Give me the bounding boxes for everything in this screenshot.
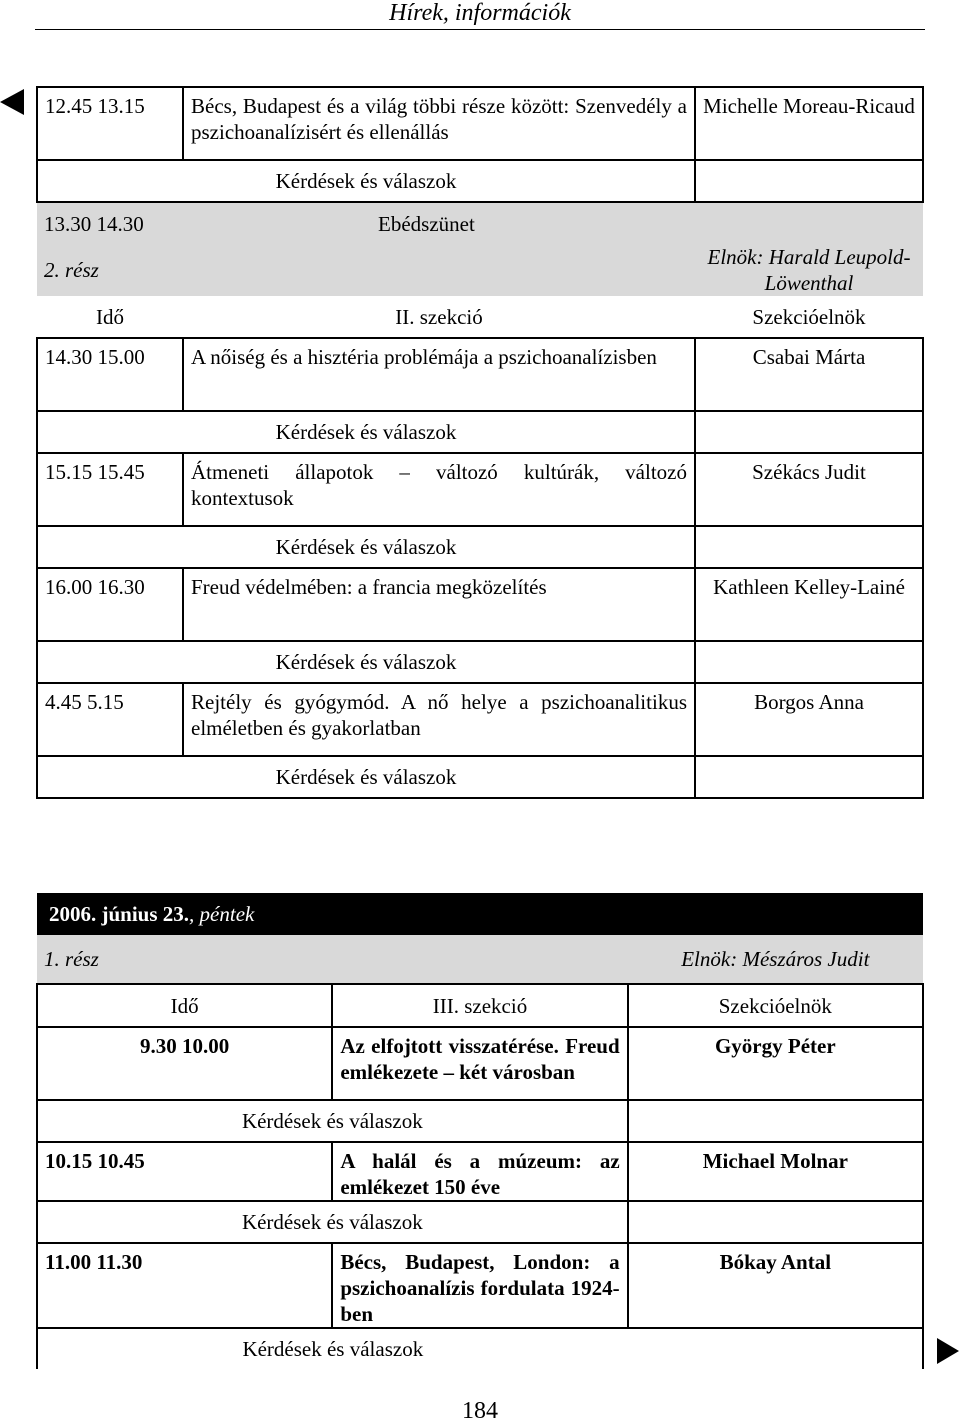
header-rule: [35, 29, 925, 30]
next-page-arrow-icon[interactable]: [937, 1338, 959, 1364]
part-label: 2. rész: [37, 244, 183, 296]
qa-empty-cell: [628, 1328, 923, 1369]
talk-time: 10.15 10.45: [37, 1142, 332, 1201]
talk-chair: Csabai Márta: [695, 338, 923, 411]
qa-label: Kérdések és válaszok: [37, 1201, 628, 1243]
day-header: [37, 893, 923, 935]
talk-title: A nőiség és a hisztéria problémája a pszichoanalízisben: [183, 338, 695, 411]
qa-label: Kérdések és válaszok: [37, 411, 695, 453]
lunch-row: [37, 202, 923, 244]
page-number: 184: [462, 1398, 498, 1424]
talk-chair: Székács Judit: [695, 453, 923, 526]
talk-chair: Bókay Antal: [628, 1243, 923, 1328]
talk-time: 11.00 11.30: [37, 1243, 332, 1328]
schedule-table-day2: [36, 893, 924, 1369]
talk-chair: Michael Molnar: [628, 1142, 923, 1201]
talk-row: [37, 453, 923, 526]
talk-row: [37, 87, 923, 160]
talk-title: Bécs, Budapest, London: a pszichoanalízis fordulata 1924-ben: [332, 1243, 627, 1328]
running-head: Hírek, információk: [389, 0, 571, 26]
qa-row: [37, 756, 923, 798]
talk-row: [37, 568, 923, 641]
part-chair: Elnök: Mészáros Judit: [628, 935, 923, 984]
qa-row: [37, 641, 923, 683]
qa-row: [37, 160, 923, 202]
day-date: 2006. június 23.: [49, 902, 190, 926]
part-label: 1. rész: [37, 935, 332, 984]
col-time-header: Idő: [96, 304, 124, 329]
talk-time: 9.30 10.00: [37, 1027, 332, 1100]
part-chair: Elnök: Harald Leupold-Löwenthal: [695, 244, 923, 296]
talk-chair: Borgos Anna: [695, 683, 923, 756]
talk-time: 16.00 16.30: [37, 568, 183, 641]
qa-label: Kérdések és válaszok: [37, 641, 695, 683]
day-header-row: [37, 893, 923, 935]
talk-time: 14.30 15.00: [37, 338, 183, 411]
qa-row: [37, 1328, 923, 1369]
talk-title: Átmeneti állapotok – változó kultúrák, változó kontextusok: [183, 453, 695, 526]
lunch-time: 13.30 14.30: [37, 202, 183, 244]
talk-chair: Kathleen Kelley-Lainé: [695, 568, 923, 641]
talk-row: [37, 1027, 923, 1100]
qa-row: [37, 1100, 923, 1142]
lunch-empty-cell: [695, 202, 923, 244]
qa-row: [37, 411, 923, 453]
talk-row: [37, 683, 923, 756]
qa-empty-cell: [695, 756, 923, 798]
section-title: III. szekció: [332, 984, 627, 1027]
talk-title: Bécs, Budapest és a világ többi része között: Szenvedély a pszichoanalízisért és ellenállás: [183, 87, 695, 160]
section-header-row: [37, 296, 923, 338]
talk-row: [37, 1142, 923, 1201]
talk-title: Freud védelmében: a francia megközelítés: [183, 568, 695, 641]
qa-label: Kérdések és válaszok: [37, 526, 695, 568]
talk-row: [37, 338, 923, 411]
section-title: II. szekció: [395, 304, 483, 329]
talk-chair: György Péter: [628, 1027, 923, 1100]
qa-label: Kérdések és válaszok: [37, 1328, 628, 1369]
qa-label: Kérdések és válaszok: [37, 160, 695, 202]
section-header-row: [37, 984, 923, 1027]
qa-label: Kérdések és válaszok: [37, 756, 695, 798]
qa-row: [37, 526, 923, 568]
schedule-table-day1: [36, 86, 924, 799]
talk-title: Az elfojtott visszatérése. Freud emlékezete – két városban: [332, 1027, 627, 1100]
part-empty-cell: [332, 935, 627, 984]
qa-empty-cell: [695, 160, 923, 202]
qa-empty-cell: [695, 411, 923, 453]
talk-row: [37, 1243, 923, 1328]
talk-time: 15.15 15.45: [37, 453, 183, 526]
talk-title: A halál és a múzeum: az emlékezet 150 éve: [332, 1142, 627, 1201]
talk-time: 12.45 13.15: [37, 87, 183, 160]
talk-time: 4.45 5.15: [37, 683, 183, 756]
qa-empty-cell: [628, 1100, 923, 1142]
part-row: [37, 244, 923, 296]
col-time-header: Idő: [37, 984, 332, 1027]
talk-chair: Michelle Moreau-Ricaud: [695, 87, 923, 160]
qa-empty-cell: [695, 641, 923, 683]
talk-title: Rejtély és gyógymód. A nő helye a pszichoanalitikus elméletben és gyakorlatban: [183, 683, 695, 756]
col-chair-header: Szekcióelnök: [628, 984, 923, 1027]
qa-row: [37, 1201, 923, 1243]
day-weekday: , péntek: [189, 902, 255, 926]
part-empty-cell: [183, 244, 695, 296]
part-row: [37, 935, 923, 984]
col-chair-header: Szekcióelnök: [752, 304, 866, 329]
qa-empty-cell: [695, 526, 923, 568]
previous-page-arrow-icon[interactable]: [0, 89, 24, 115]
qa-empty-cell: [628, 1201, 923, 1243]
qa-label: Kérdések és válaszok: [37, 1100, 628, 1142]
lunch-label: Ebédszünet: [183, 202, 695, 244]
